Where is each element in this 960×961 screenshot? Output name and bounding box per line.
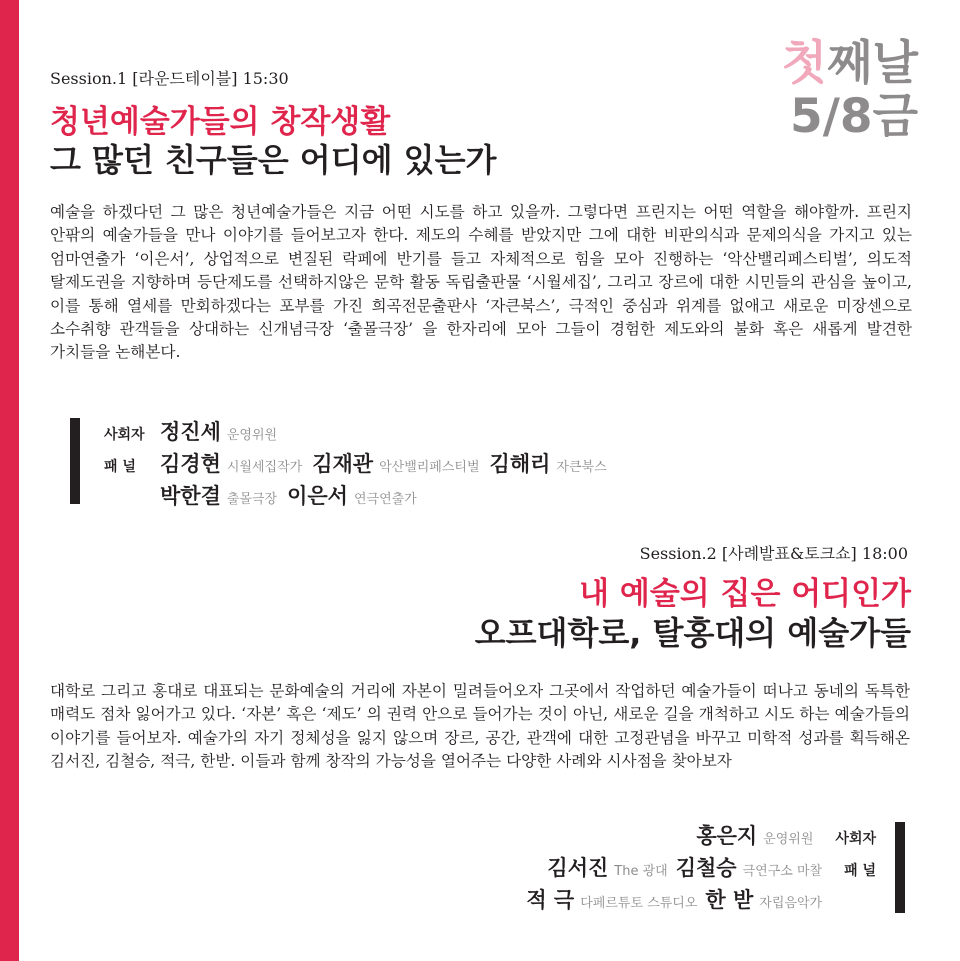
speaker-name: 적 극 [526, 888, 575, 912]
session2-speaker-bar [895, 822, 905, 913]
speaker-name: 김철승 [675, 856, 737, 880]
speaker-name: 김경현 [160, 452, 221, 476]
speaker-affiliation: 다페르튜토 스튜디오 [580, 896, 698, 911]
session2-speakers [526, 820, 876, 916]
speaker-name: 이은서 [287, 484, 348, 508]
session2-description: 대학로 그리고 홍대로 대표되는 문화예술의 거리에 자본이 밀려들어오자 그곳에서 작업하던 예술가들이 떠나고 동네의 독특한 매력도 점차 잃어가고 있다. ‘자본’ 혹은 ‘제도’ 의 권력 안으로 들어가는 것이 아닌, 새로운 길을 개척하고 시도 하는 예술가들의 이야기를 들어보자. 예술가의 자기 정체성을 잃지 않으며 장르, 공간, 관객에 대한 고정관념을 바꾸고 미학적 성과를 획득해온 김서진, 김철승, 적극, 한받. 이들과 함께 창작의 가능성을 열어주는 다양한 사례와 시사점을 찾아보자 [50, 682, 910, 771]
day-name-accent: 첫 [781, 36, 828, 91]
speaker-affiliation: 시월세집작가 [226, 460, 303, 475]
speaker-affiliation: 운영위원 [226, 428, 278, 443]
panel-role: 패 널 [844, 863, 876, 879]
session1-description: 예술을 하겠다던 그 많은 청년예술가들은 지금 어떤 시도를 하고 있을까. 그렇다면 프린지는 어떤 역할을 해야할까. 프린지 안팎의 예술가들을 만나 이야기를 들어보고자 한다. 제도의 수혜를 받았지만 그에 대한 비판의식과 문제의식을 가지고 있는 엄마연출가 ‘이은서’, 상업적으로 변질된 락페에 반기를 들고 자체적으로 힘을 모아 진행하는 ‘악산밸리페스티벌’, 의도적 탈제도권을 지향하며 등단제도를 선택하지않은 문학 활동 독립출판물 ‘시월세집’, 그리고 장르에 대한 시민들의 관심을 높이고, 이를 통해 열세를 만회하겠다는 포부를 가진 희곡전문출판사 ‘자큰북스’, 극적인 중심과 위계를 없애고 새로운 미장센으로 소수취향 관객들을 상대하는 신개념극장 ‘출몰극장’ 을 한자리에 모아 그들이 경험한 제도와의 불화 혹은 새롭게 발견한 가치들을 논해본다. [50, 203, 912, 362]
speaker-affiliation: The 광대 [614, 864, 668, 879]
speaker-name: 정진세 [160, 420, 221, 444]
session1-label: Session.1 [라운드테이블] 15:30 [50, 69, 289, 88]
session1-title: 청년예술가들의 창작생활 [50, 104, 391, 140]
session1-subtitle: 그 많던 친구들은 어디에 있는가 [50, 141, 497, 179]
session1-panel-row [104, 480, 617, 512]
speaker-affiliation: 자립음악가 [759, 896, 823, 911]
speaker-name: 김서진 [547, 856, 609, 880]
speaker-affiliation: 악산밸리페스티벌 [379, 460, 480, 475]
session1-moderator-row [104, 416, 617, 448]
session2-moderator-row [526, 820, 876, 852]
speaker-affiliation: 극연구소 마찰 [742, 864, 823, 879]
session2-panel-row [526, 884, 876, 916]
session1-speaker-bar [70, 418, 80, 504]
speaker-affiliation: 자큰북스 [556, 460, 607, 475]
speaker-name: 홍은지 [696, 824, 758, 848]
panel-role: 패 널 [104, 459, 136, 475]
speaker-name: 김해리 [489, 452, 551, 476]
session2-panel-row [526, 852, 876, 884]
day-name [782, 38, 918, 90]
speaker-name: 김재관 [312, 452, 374, 476]
speaker-name: 박한결 [160, 484, 221, 508]
session1-panel-row [104, 448, 617, 480]
session2-subtitle: 오프대학로, 탈홍대의 예술가들 [474, 614, 911, 652]
speaker-affiliation: 연극연출가 [353, 492, 417, 507]
day-date: 5/8금 [790, 89, 918, 144]
session2-title: 내 예술의 집은 어디인가 [579, 576, 911, 612]
day-badge [782, 38, 918, 144]
speaker-name: 한 받 [705, 888, 754, 912]
session1-speakers [104, 416, 617, 512]
speaker-affiliation: 출몰극장 [226, 492, 278, 507]
left-accent-bar [0, 0, 19, 961]
moderator-role: 사회자 [104, 427, 145, 443]
session2-label: Session.2 [사례발표&토크쇼] 18:00 [639, 544, 908, 563]
moderator-role: 사회자 [835, 831, 876, 847]
speaker-affiliation: 운영위원 [763, 832, 814, 847]
day-name-rest: 째날 [827, 36, 918, 91]
